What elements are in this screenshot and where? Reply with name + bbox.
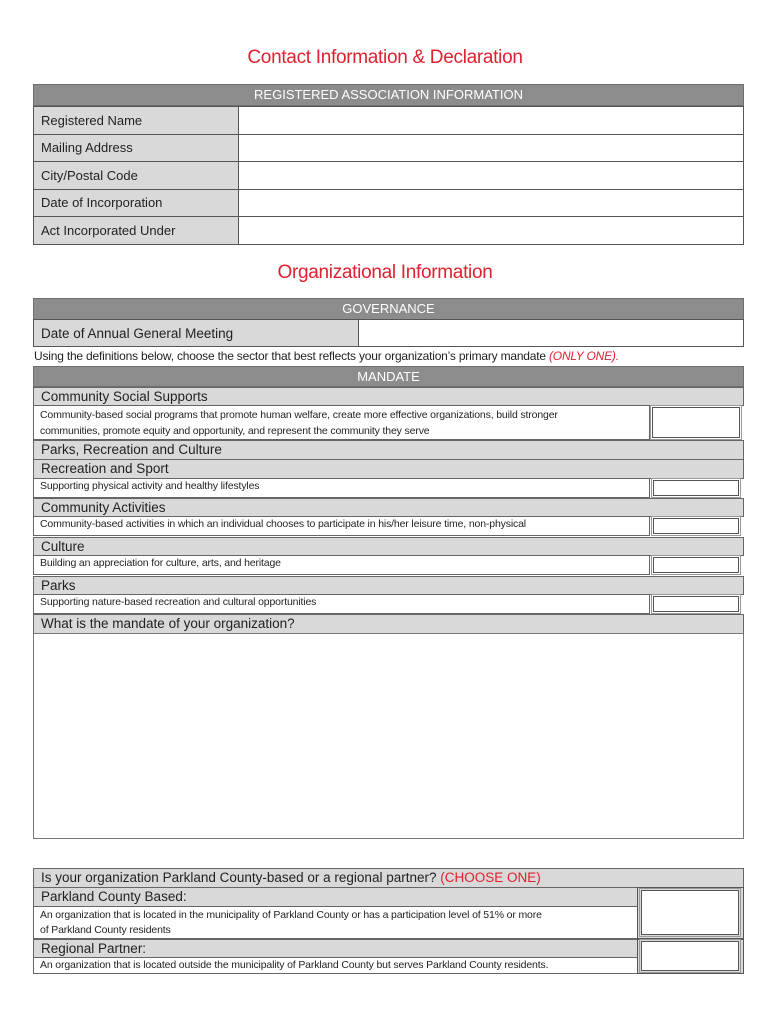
choose-one-emphasis: (CHOOSE ONE) xyxy=(440,870,541,885)
community-activities-checkbox[interactable] xyxy=(653,518,739,534)
community-social-supports-desc xyxy=(33,405,650,440)
mailing-address-label: Mailing Address xyxy=(34,134,239,162)
based-desc-line-1: An organization that is located in the municipality of Parkland County or has a participation level of 51% or more xyxy=(40,909,542,921)
registered-association-table xyxy=(33,106,744,245)
table-row xyxy=(34,217,744,245)
community-social-supports-title: Community Social Supports xyxy=(33,387,744,406)
recreation-and-sport-desc: Supporting physical activity and healthy lifestyles xyxy=(33,478,650,498)
regional-partner-desc: An organization that is located outside the municipality of Parkland County but serves Parkland County residents. xyxy=(33,957,638,974)
city-postal-code-field[interactable] xyxy=(239,162,744,190)
community-activities-title: Community Activities xyxy=(33,498,744,517)
culture-desc: Building an appreciation for culture, arts, and heritage xyxy=(33,555,650,575)
community-social-desc-line-1: Community-based social programs that promote human welfare, create more effective organizations, build stronger xyxy=(40,409,558,421)
date-of-incorporation-field[interactable] xyxy=(239,189,744,217)
city-postal-code-label: City/Postal Code xyxy=(34,162,239,190)
based-desc-line-2: of Parkland County residents xyxy=(40,924,171,936)
registered-name-field[interactable] xyxy=(239,107,744,135)
parks-title: Parks xyxy=(33,576,744,595)
mailing-address-field[interactable] xyxy=(239,134,744,162)
culture-checkbox[interactable] xyxy=(653,557,739,573)
table-row xyxy=(34,162,744,190)
agm-date-field[interactable] xyxy=(358,319,744,347)
partner-question-text: Is your organization Parkland County-based or a regional partner? xyxy=(41,870,441,885)
community-social-supports-checkbox[interactable] xyxy=(652,407,740,438)
contact-title: Contact Information & Declaration xyxy=(247,47,523,68)
registered-association-header: REGISTERED ASSOCIATION INFORMATION xyxy=(33,84,744,106)
parks-desc: Supporting nature-based recreation and cultural opportunities xyxy=(33,594,650,614)
mandate-header: MANDATE xyxy=(33,366,744,387)
parks-checkbox[interactable] xyxy=(653,596,739,612)
recreation-and-sport-title: Recreation and Sport xyxy=(33,459,744,479)
recreation-and-sport-checkbox[interactable] xyxy=(653,480,739,496)
governance-header: GOVERNANCE xyxy=(33,298,744,320)
parks-recreation-culture-title: Parks, Recreation and Culture xyxy=(33,440,744,460)
organizational-title: Organizational Information xyxy=(277,262,493,283)
community-activities-desc: Community-based activities in which an individual chooses to participate in his/her leisure time, non-physical xyxy=(33,516,650,536)
date-of-incorporation-label: Date of Incorporation xyxy=(34,189,239,217)
parkland-county-based-title: Parkland County Based: xyxy=(33,887,638,907)
parkland-county-based-desc xyxy=(33,906,638,939)
only-one-emphasis: (ONLY ONE). xyxy=(549,349,619,363)
culture-title: Culture xyxy=(33,537,744,556)
act-incorporated-under-label: Act Incorporated Under xyxy=(34,217,239,245)
registered-name-label: Registered Name xyxy=(34,107,239,135)
instruction-text: Using the definitions below, choose the sector that best reflects your organization’s primary mandate xyxy=(34,349,550,363)
regional-partner-title: Regional Partner: xyxy=(33,939,638,958)
table-row xyxy=(34,107,744,135)
table-row xyxy=(34,134,744,162)
regional-partner-checkbox[interactable] xyxy=(641,941,739,971)
parkland-county-based-checkbox[interactable] xyxy=(641,890,739,935)
mandate-question: What is the mandate of your organization? xyxy=(33,614,744,634)
partner-question xyxy=(33,868,744,888)
act-incorporated-under-field[interactable] xyxy=(239,217,744,245)
community-social-desc-line-2: communities, promote equity and opportunity, and represent the community they serve xyxy=(40,425,430,437)
agm-label: Date of Annual General Meeting xyxy=(33,319,359,347)
table-row xyxy=(34,189,744,217)
mandate-instruction xyxy=(34,349,744,363)
mandate-answer-field[interactable] xyxy=(33,633,744,839)
